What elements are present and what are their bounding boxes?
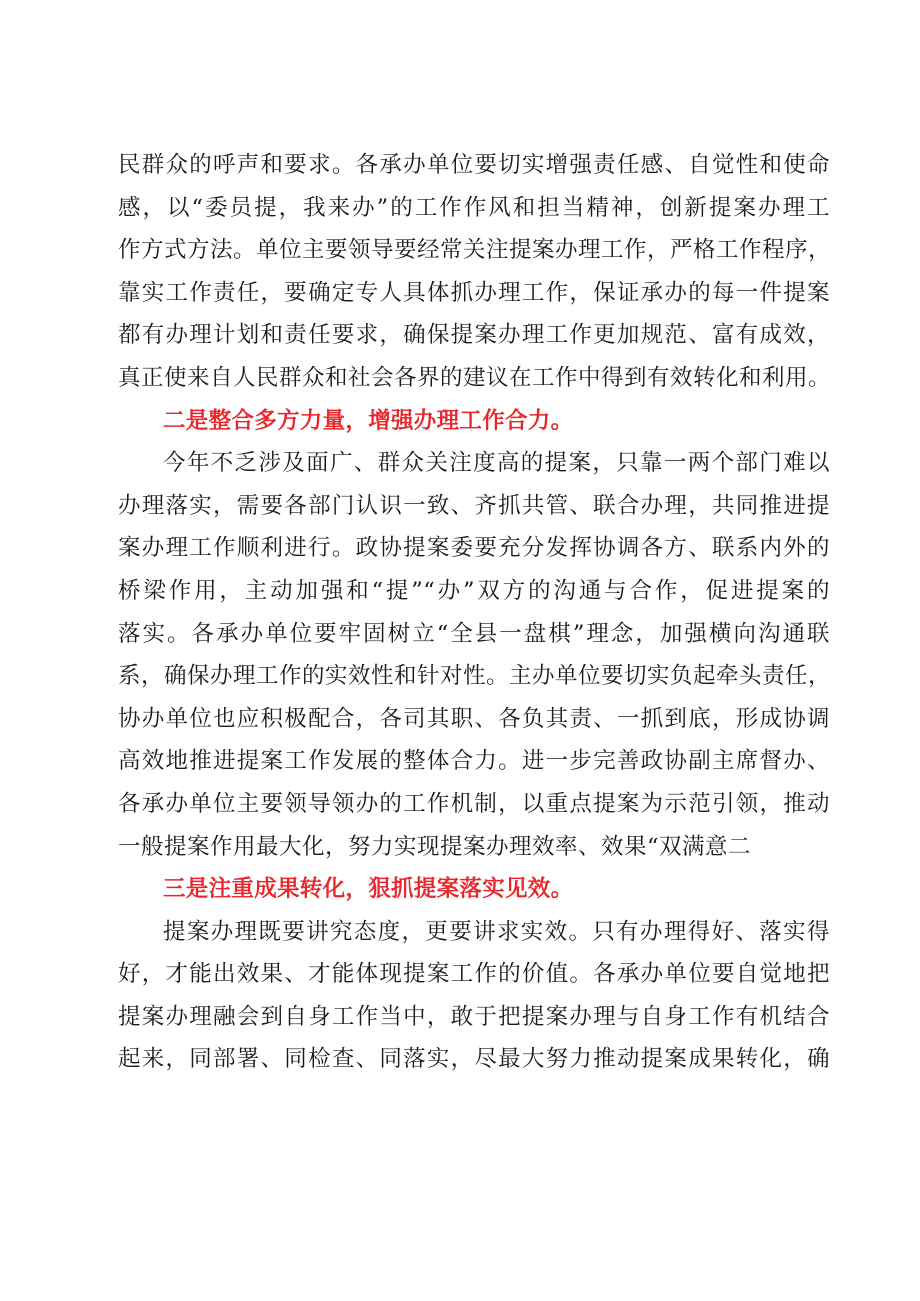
paragraph-line: 都有办理计划和责任要求，确保提案办理工作更加规范、富有成效， xyxy=(118,322,830,349)
paragraph-line: 作方式方法。单位主要领导要经常关注提案办理工作，严格工作程序， xyxy=(118,237,832,264)
paragraph-line: 桥梁作用，主动加强和“提”“办”双方的沟通与合作，促进提案的 xyxy=(118,577,830,604)
paragraph-2 xyxy=(118,442,830,868)
paragraph-1 xyxy=(118,144,830,400)
paragraph-line: 民群众的呼声和要求。各承办单位要切实增强责任感、自觉性和使命 xyxy=(118,152,830,178)
document-body xyxy=(118,144,830,1081)
paragraph-line: 协办单位也应积极配合，各司其职、各负其责、一抓到底，形成协调 xyxy=(118,705,830,732)
paragraph-line: 系，确保办理工作的实效性和针对性。主办单位要切实负起牵头责任， xyxy=(118,663,832,690)
paragraph-line: 各承办单位主要领导领办的工作机制，以重点提案为示范引领，推动 xyxy=(118,790,830,817)
paragraph-line: 高效地推进提案工作发展的整体合力。进一步完善政协副主席督办、 xyxy=(118,748,830,775)
paragraph-line: 提案办理融会到自身工作当中，敢于把提案办理与自身工作有机结合 xyxy=(118,1003,830,1030)
paragraph-line: 提案办理既要讲究态度，更要讲求实效。只有办理得好、落实得 xyxy=(163,918,830,945)
paragraph-3 xyxy=(118,911,830,1081)
paragraph-line: 起来，同部署、同检查、同落实，尽最大努力推动提案成果转化，确 xyxy=(118,1046,830,1073)
section-heading-2: 二是整合多方力量，增强办理工作合力。 xyxy=(163,407,574,434)
paragraph-line: 感，以“委员提，我来办”的工作作风和担当精神，创新提案办理工 xyxy=(118,194,830,221)
paragraph-line: 靠实工作责任，要确定专人具体抓办理工作，保证承办的每一件提案 xyxy=(118,279,830,306)
paragraph-line: 好，才能出效果、才能体现提案工作的价值。各承办单位要自觉地把 xyxy=(118,961,830,988)
paragraph-line: 办理落实，需要各部门认识一致、齐抓共管、联合办理，共同推进提 xyxy=(118,492,830,519)
paragraph-line: 一般提案作用最大化，努力实现提案办理效率、效果“双满意二 xyxy=(118,833,752,860)
section-heading-3: 三是注重成果转化，狠抓提案落实见效。 xyxy=(163,876,574,903)
paragraph-line: 今年不乏涉及面广、群众关注度高的提案，只靠一两个部门难以 xyxy=(163,450,830,477)
paragraph-line: 案办理工作顺利进行。政协提案委要充分发挥协调各方、联系内外的 xyxy=(118,535,830,562)
paragraph-line: 落实。各承办单位要牢固树立“全县一盘棋”理念，加强横向沟通联 xyxy=(118,620,830,647)
paragraph-line: 真正使来自人民群众和社会各界的建议在工作中得到有效转化和利用。 xyxy=(118,364,832,391)
